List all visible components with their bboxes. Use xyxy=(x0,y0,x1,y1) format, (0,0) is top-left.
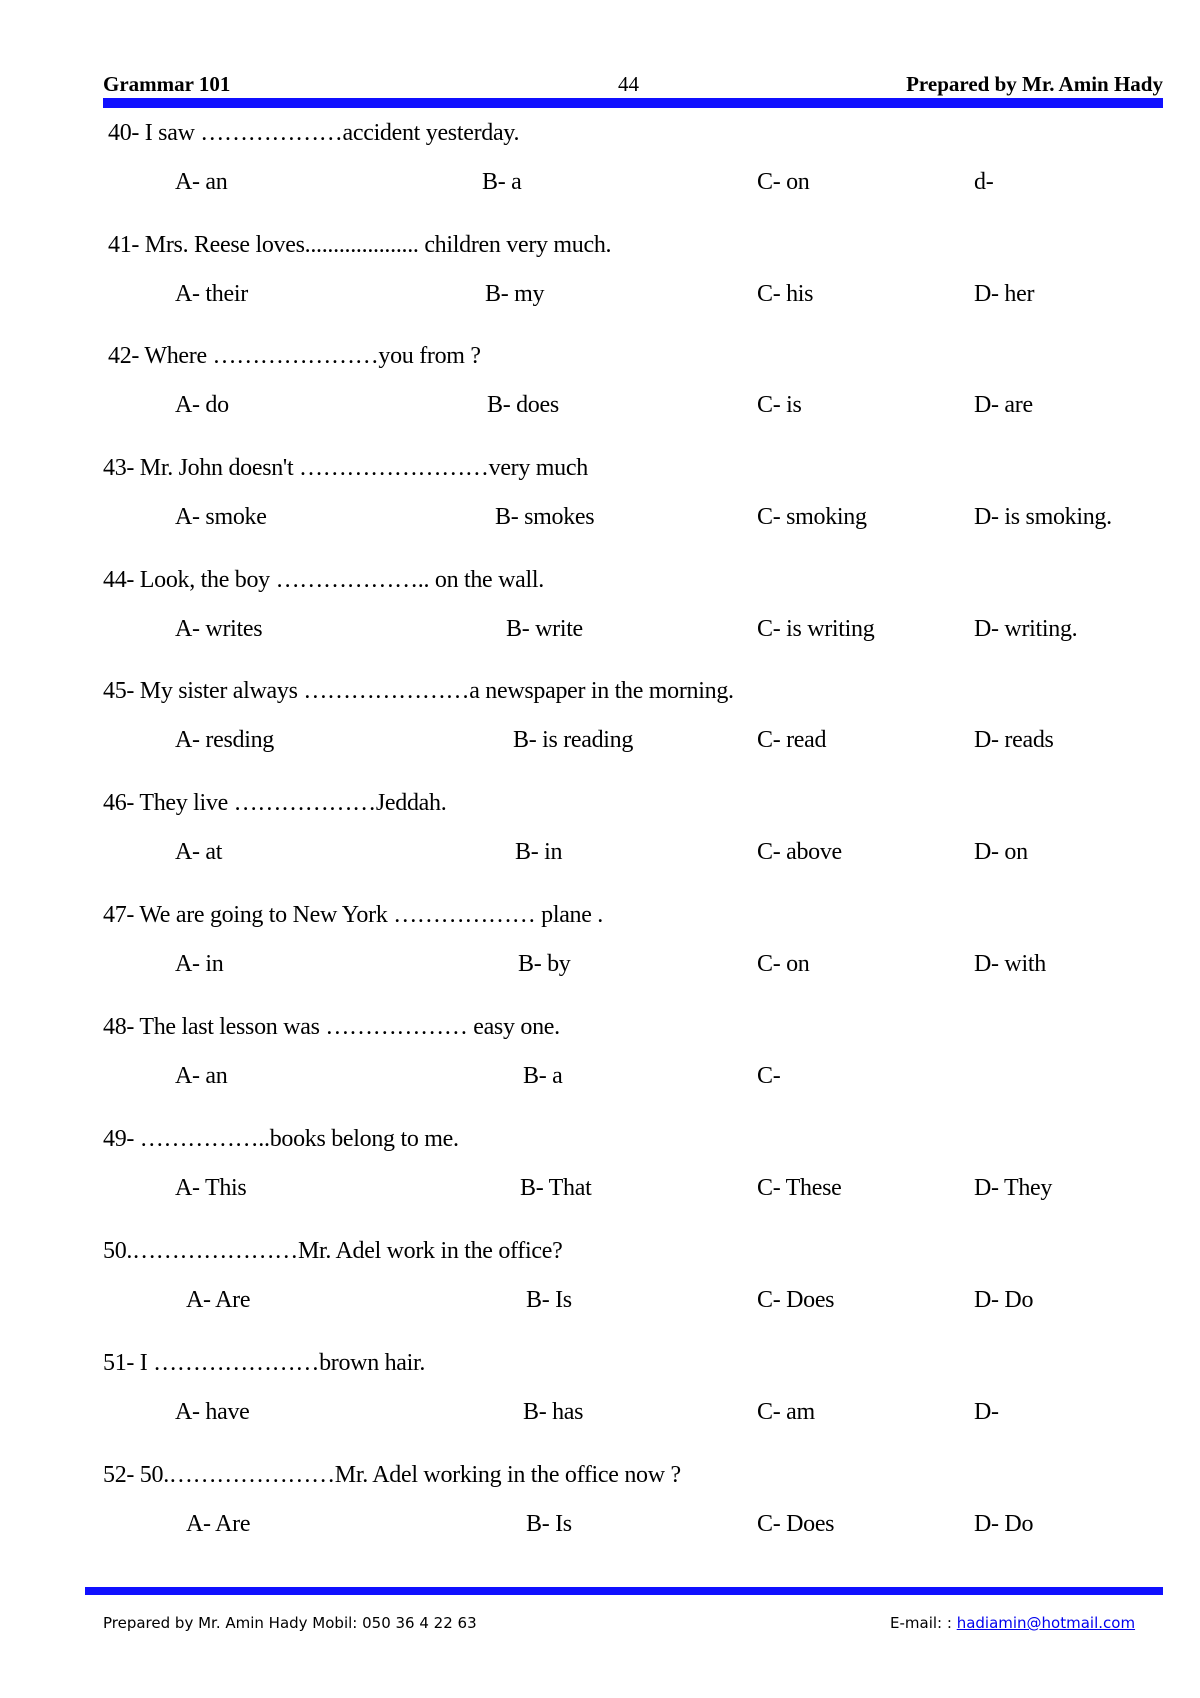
option-a: A- in xyxy=(175,951,224,977)
option-a: A- Are xyxy=(186,1511,251,1537)
question-stem: 45- My sister always …………………a newspaper in the morning. xyxy=(103,678,734,704)
option-b: B- is reading xyxy=(513,727,634,753)
option-a: A- an xyxy=(175,169,228,195)
option-b: B- does xyxy=(487,392,559,418)
question-42 xyxy=(0,343,1200,443)
option-b: B- has xyxy=(523,1399,584,1425)
option-a: A- writes xyxy=(175,616,263,642)
option-c: C- his xyxy=(757,281,814,307)
header-author: Prepared by Mr. Amin Hady xyxy=(906,72,1163,96)
question-51 xyxy=(0,1350,1200,1450)
question-stem: 51- I …………………brown hair. xyxy=(103,1350,426,1376)
option-c: C- Does xyxy=(757,1287,835,1313)
option-c: C- is writing xyxy=(757,616,875,642)
question-stem: 43- Mr. John doesn't ……………………very much xyxy=(103,455,588,481)
question-stem: 52- 50.…………………Mr. Adel working in the office now ? xyxy=(103,1462,681,1488)
option-c: C- on xyxy=(757,951,810,977)
option-d: d- xyxy=(974,169,994,195)
option-a: A- at xyxy=(175,839,223,865)
question-stem: 50.…………………Mr. Adel work in the office? xyxy=(103,1238,563,1264)
option-d: D- on xyxy=(974,839,1028,865)
option-a: A- have xyxy=(175,1399,250,1425)
option-c: C- read xyxy=(757,727,827,753)
question-40 xyxy=(0,120,1200,220)
option-c: C- on xyxy=(757,169,810,195)
option-b: B- a xyxy=(523,1063,563,1089)
question-46 xyxy=(0,790,1200,890)
option-a: A- do xyxy=(175,392,229,418)
question-stem: 49- ……………..books belong to me. xyxy=(103,1126,459,1152)
question-stem: 47- We are going to New York ……………… plane . xyxy=(103,902,603,928)
footer-contact: Prepared by Mr. Amin Hady Mobil: 050 36 4 22 63 xyxy=(103,1614,477,1632)
option-a: A- This xyxy=(175,1175,247,1201)
option-d: D- is smoking. xyxy=(974,504,1112,530)
footer-rule xyxy=(85,1587,1163,1595)
question-47 xyxy=(0,902,1200,1002)
option-d: D- Do xyxy=(974,1511,1034,1537)
page-header xyxy=(103,72,1163,100)
question-45 xyxy=(0,678,1200,778)
option-a: A- smoke xyxy=(175,504,267,530)
question-stem: 48- The last lesson was ……………… easy one. xyxy=(103,1014,560,1040)
footer-email xyxy=(890,1614,1135,1632)
email-label: E-mail: : xyxy=(890,1614,952,1632)
question-stem: 40- I saw ………………accident yesterday. xyxy=(108,120,520,146)
option-d: D- are xyxy=(974,392,1033,418)
option-d: D- writing. xyxy=(974,616,1078,642)
option-c: C- These xyxy=(757,1175,842,1201)
option-b: B- my xyxy=(485,281,545,307)
email-link[interactable]: hadiamin@hotmail.com xyxy=(956,1614,1136,1632)
option-d: D- reads xyxy=(974,727,1054,753)
option-c: C- is xyxy=(757,392,802,418)
option-b: B- That xyxy=(520,1175,592,1201)
question-48 xyxy=(0,1014,1200,1114)
question-52 xyxy=(0,1462,1200,1562)
question-43 xyxy=(0,455,1200,555)
question-stem: 46- They live ………………Jeddah. xyxy=(103,790,447,816)
option-d: D- They xyxy=(974,1175,1053,1201)
option-a: A- Are xyxy=(186,1287,251,1313)
option-b: B- in xyxy=(515,839,563,865)
question-41 xyxy=(0,232,1200,332)
option-c: C- Does xyxy=(757,1511,835,1537)
option-a: A- an xyxy=(175,1063,228,1089)
option-a: A- resding xyxy=(175,727,274,753)
option-d: D- her xyxy=(974,281,1035,307)
option-b: B- Is xyxy=(526,1511,572,1537)
option-d: D- with xyxy=(974,951,1046,977)
option-c: C- above xyxy=(757,839,842,865)
page-number: 44 xyxy=(618,72,639,96)
question-stem: 42- Where …………………you from ? xyxy=(108,343,481,369)
question-50 xyxy=(0,1238,1200,1338)
question-44 xyxy=(0,567,1200,667)
question-49 xyxy=(0,1126,1200,1226)
option-b: B- write xyxy=(506,616,583,642)
option-b: B- a xyxy=(482,169,522,195)
option-c: C- xyxy=(757,1063,781,1089)
question-stem: 44- Look, the boy ……………….. on the wall. xyxy=(103,567,544,593)
header-title: Grammar 101 xyxy=(103,72,231,96)
option-c: C- smoking xyxy=(757,504,867,530)
header-rule xyxy=(103,98,1163,108)
option-b: B- by xyxy=(518,951,571,977)
option-d: D- xyxy=(974,1399,999,1425)
option-a: A- their xyxy=(175,281,248,307)
option-d: D- Do xyxy=(974,1287,1034,1313)
option-c: C- am xyxy=(757,1399,815,1425)
option-b: B- smokes xyxy=(495,504,595,530)
question-stem: 41- Mrs. Reese loves.................... children very much. xyxy=(108,232,612,258)
option-b: B- Is xyxy=(526,1287,572,1313)
